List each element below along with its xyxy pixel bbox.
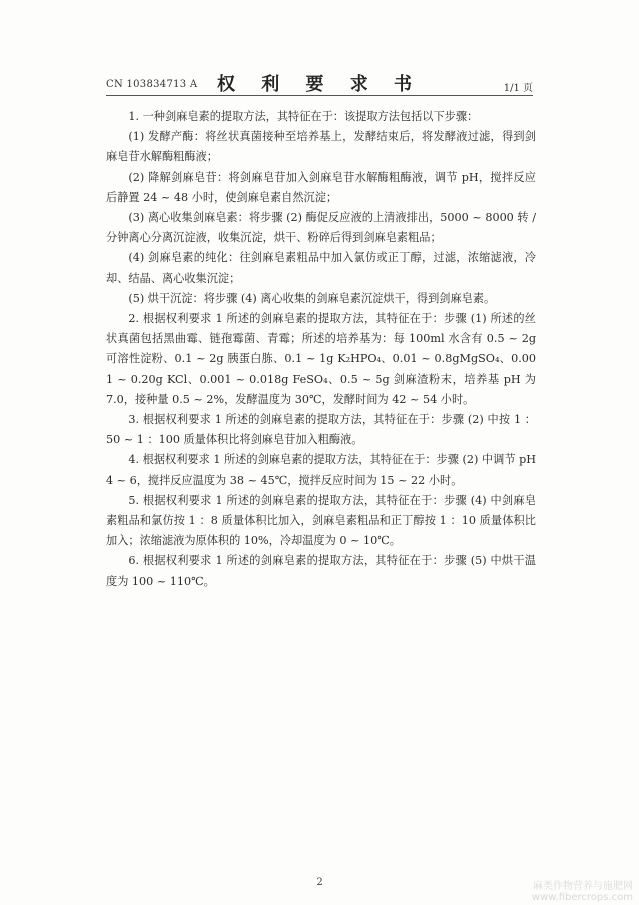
page-header <box>106 62 533 95</box>
claim-6: 6. 根据权利要求 1 所述的剑麻皂素的提取方法，其特征在于：步骤 (5) 中烘干温度为 100 ~ 110℃。 <box>106 554 536 588</box>
page-number: 2 <box>316 877 323 888</box>
header-divider <box>106 95 533 96</box>
claims-body <box>106 107 536 592</box>
document-id: CN 103834713 A <box>106 79 198 90</box>
site-watermark <box>532 881 633 903</box>
claim-5: 5. 根据权利要求 1 所述的剑麻皂素的提取方法，其特征在于：步骤 (4) 中剑麻皂素粗品和氯仿按 1 ：8 质量体积比加入，剑麻皂素粗品和正丁醇按 1 ：10 质量体积比加入；浓缩滤液为原体积的 10%，冷却温度为 0 ~ 10℃。 <box>106 493 536 548</box>
claim-1-step-5: (5) 烘干沉淀：将步骤 (4) 离心收集的剑麻皂素沉淀烘干，得到剑麻皂素。 <box>128 291 496 305</box>
claim-3: 3. 根据权利要求 1 所述的剑麻皂素的提取方法，其特征在于：步骤 (2) 中按 1 ：50 ~ 1 ：100 质量体积比将剑麻皂苷加入粗酶液。 <box>106 413 536 447</box>
claim-1-step-4: (4) 剑麻皂素的纯化：往剑麻皂素粗品中加入氯仿或正丁醇，过滤，浓缩滤液，冷却、结晶、离心收集沉淀； <box>106 251 536 285</box>
claim-1-step-1: (1) 发酵产酶：将丝状真菌接种至培养基上，发酵结束后，将发酵液过滤，得到剑麻皂苷水解酶粗酶液； <box>106 130 536 164</box>
claim-4: 4. 根据权利要求 1 所述的剑麻皂素的提取方法，其特征在于：步骤 (2) 中调节 pH4 ~ 6，搅拌反应温度为 38 ~ 45℃，搅拌反应时间为 15 ~ 22 小时。 <box>106 453 536 487</box>
page-count: 1/1 页 <box>503 83 533 94</box>
watermark-name: 麻类作物营养与施肥网 <box>533 881 633 892</box>
page-title: 权 利 要 求 书 <box>216 74 423 95</box>
claim-1-step-2: (2) 降解剑麻皂苷：将剑麻皂苷加入剑麻皂苷水解酶粗酶液，调节 pH，搅拌反应后静置 24 ~ 48 小时，使剑麻皂素自然沉淀； <box>106 170 536 204</box>
claim-1-step-3: (3) 离心收集剑麻皂素：将步骤 (2) 酶促反应液的上清液排出，5000 ~ 8000 转 / 分钟离心分离沉淀液，收集沉淀，烘干、粉碎后得到剑麻皂素粗品； <box>106 211 536 245</box>
claim-1-intro: 1. 一种剑麻皂素的提取方法，其特征在于：该提取方法包括以下步骤： <box>128 110 479 123</box>
claim-2: 2. 根据权利要求 1 所述的剑麻皂素的提取方法，其特征在于：步骤 (1) 所述的丝状真菌包括黑曲霉、链孢霉菌、青霉；所述的培养基为：每 100ml 水含有 0.5 ~ 2g 可溶性淀粉、0.1 ~ 2g 胰蛋白胨、0.1 ~ 1g K₂HPO₄、0.01 ~ 0.8gMgSO₄、0.001 ~ 0.20g KCl、0.001 ~ 0.018g FeSO₄、0.5 ~ 5g 剑麻渣粉末，培养基 pH 为 7.0，接种量 0.5 ~ 2%，发酵温度为 30℃，发酵时间为 42 ~ 54 小时。 <box>106 312 536 406</box>
watermark-url: www.fibercrops.com <box>531 892 633 903</box>
